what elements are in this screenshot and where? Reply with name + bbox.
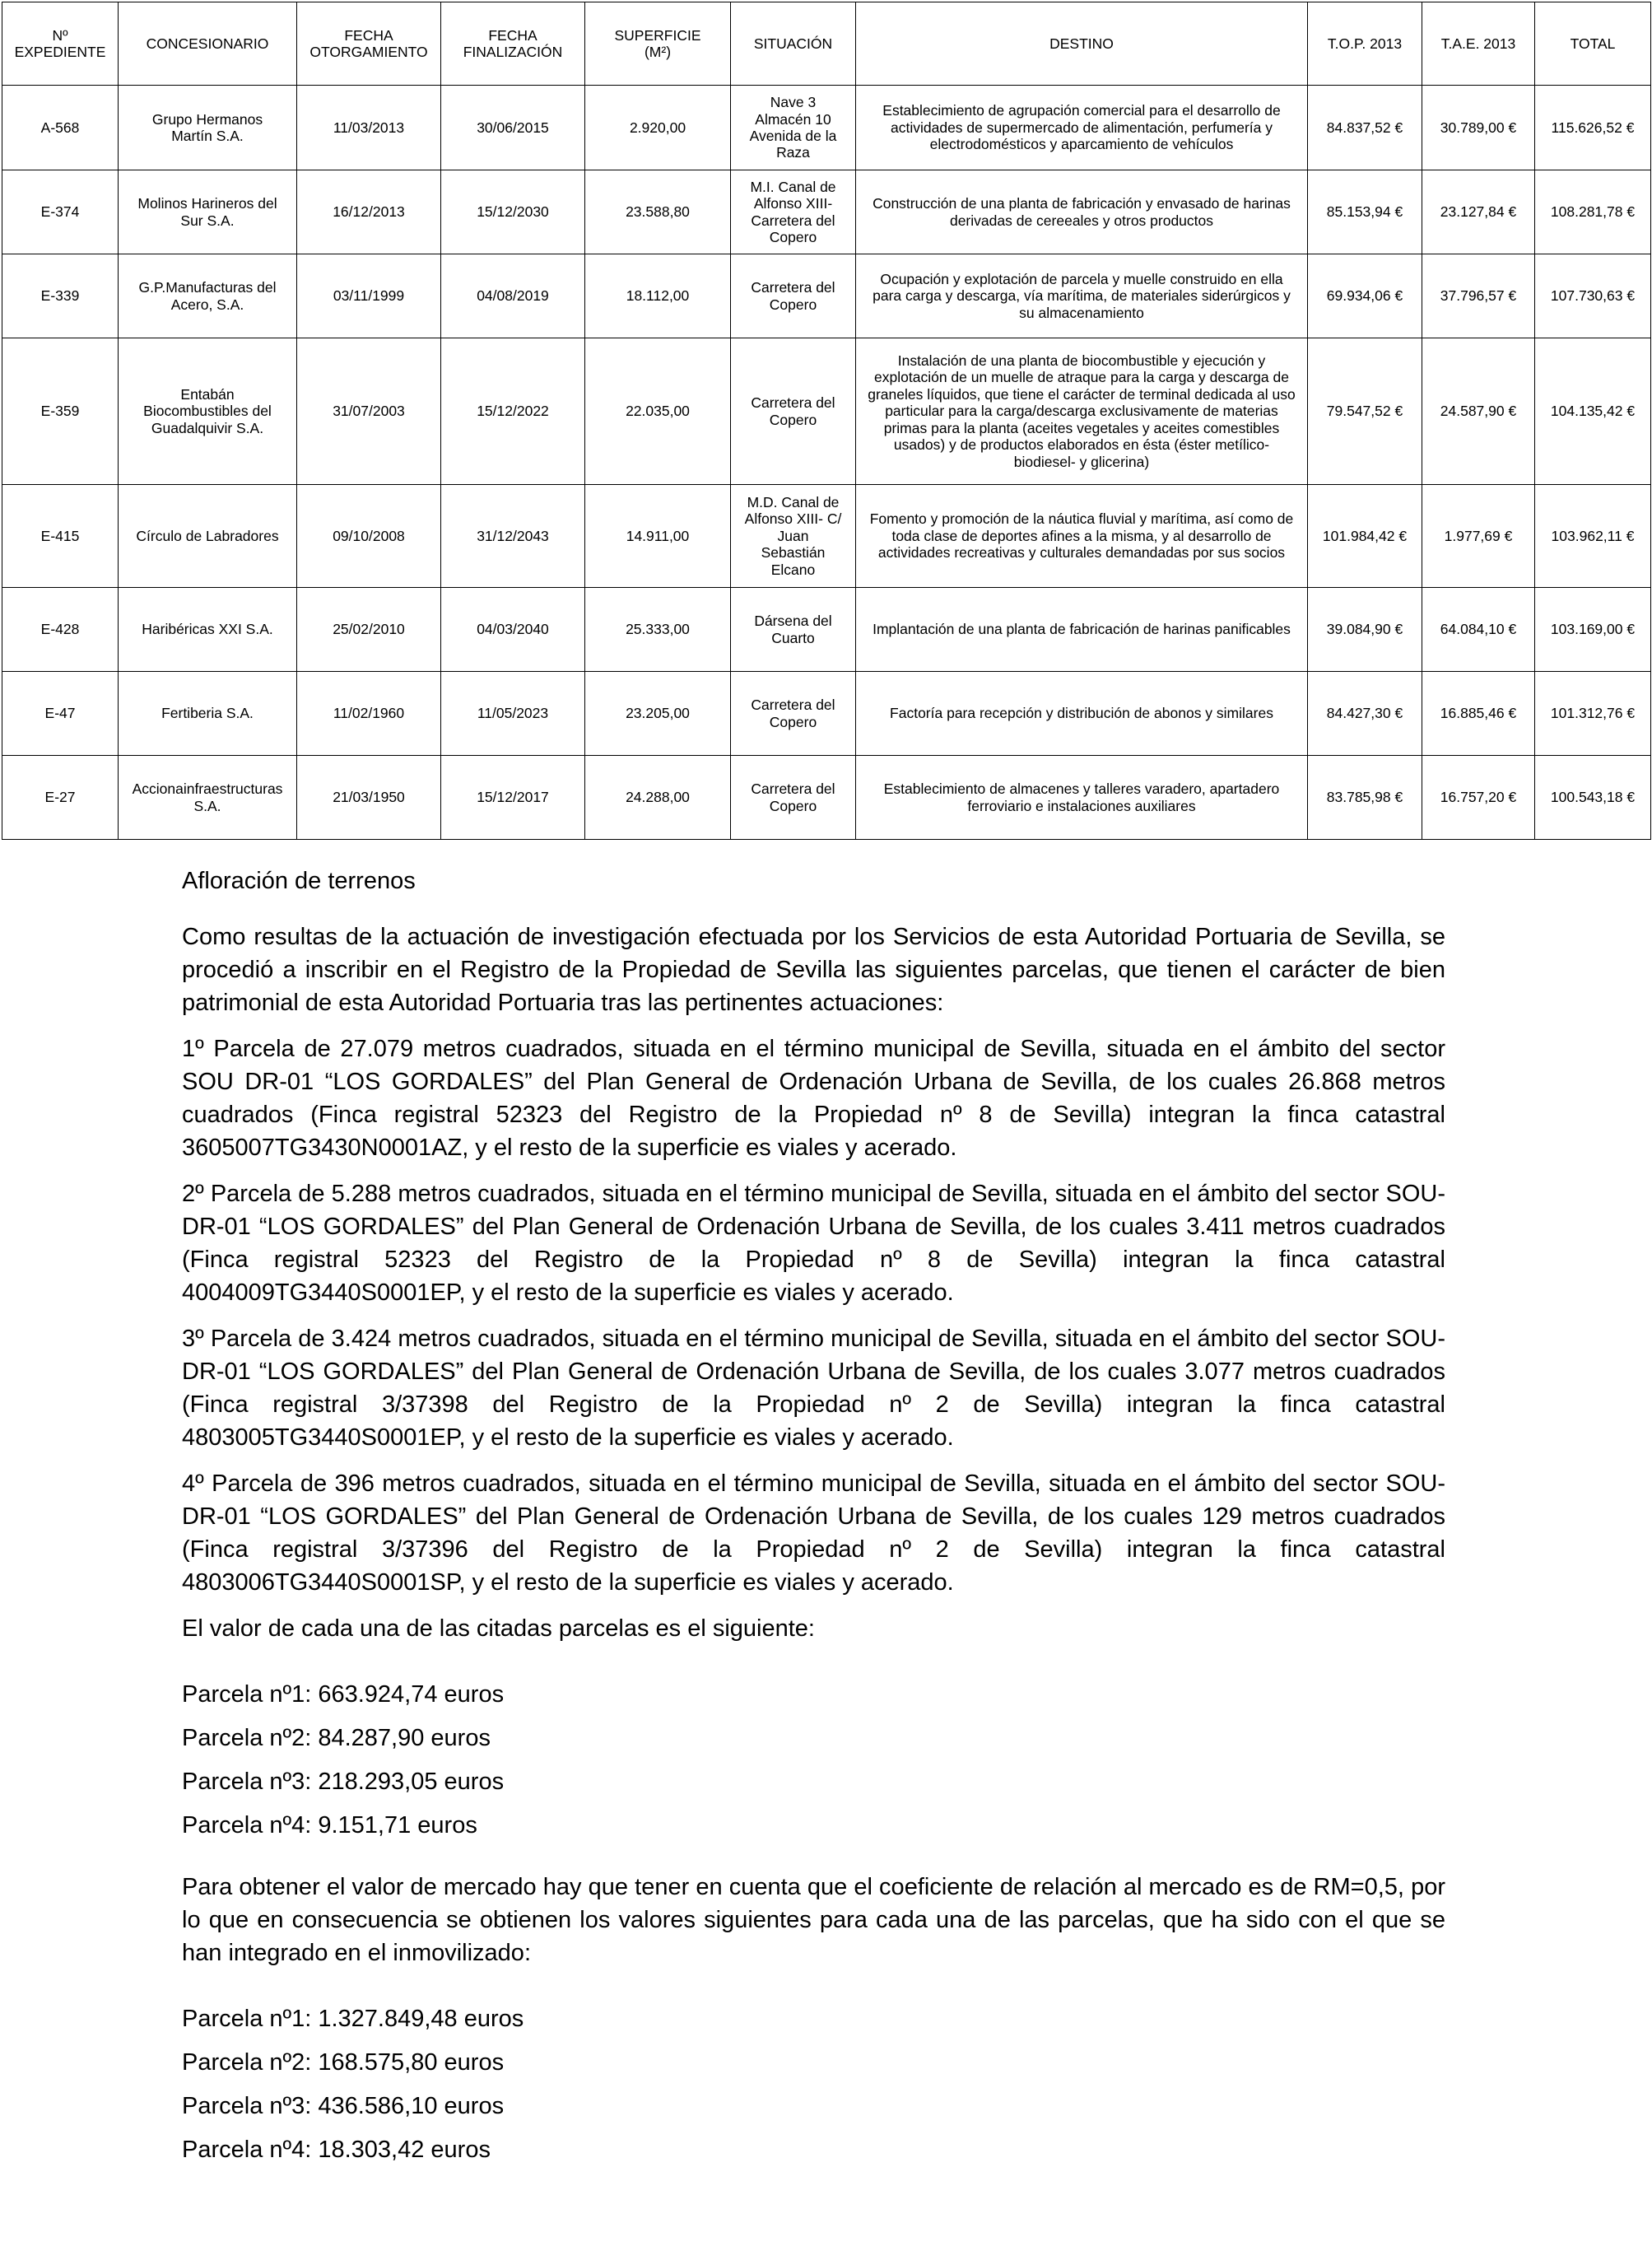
cell-fecha-finalizacion: 04/03/2040: [441, 588, 585, 672]
header-tae: [1422, 2, 1535, 86]
cell-destino: Fomento y promoción de la náutica fluvial y marítima, así como de toda clase de deportes afines a la misma, y al desarrollo de actividades recreativas y culturales demandadas por sus socios: [856, 485, 1308, 588]
cell-fecha-finalizacion: 15/12/2017: [441, 756, 585, 840]
header-total: [1535, 2, 1651, 86]
cell-destino: Construcción de una planta de fabricación y envasado de harinas derivadas de cereeales y otros productos: [856, 170, 1308, 254]
header-destino: [856, 2, 1308, 86]
cell-tae: 64.084,10 €: [1422, 588, 1535, 672]
table-row: [2, 170, 1651, 254]
cell-total: 107.730,63 €: [1535, 254, 1651, 338]
cell-situacion: M.I. Canal de Alfonso XIII- Carretera del Copero: [731, 170, 856, 254]
cell-total: 115.626,52 €: [1535, 86, 1651, 170]
cell-situacion: Carretera del Copero: [731, 756, 856, 840]
market-value-paragraph: Para obtener el valor de mercado hay que tener en cuenta que el coeficiente de relación al mercado es de RM=0,5, por lo que en consecuencia se obtienen los valores siguientes para cada una de las parcelas, que ha sido con el que se han integrado en el inmovilizado:: [182, 1874, 1445, 1966]
cell-fecha-finalizacion: 30/06/2015: [441, 86, 585, 170]
cell-situacion: Nave 3 Almacén 10 Avenida de la Raza: [731, 86, 856, 170]
table-row: [2, 588, 1651, 672]
cell-total: 100.543,18 €: [1535, 756, 1651, 840]
header-fecha-otorgamiento-text: FECHA OTORGAMIENTO: [309, 26, 428, 60]
cell-total: 103.962,11 €: [1535, 485, 1651, 588]
cell-superficie: 23.588,80: [585, 170, 731, 254]
cell-tae: 37.796,57 €: [1422, 254, 1535, 338]
header-situacion-text: SITUACIÓN: [753, 35, 833, 52]
cell-superficie: 22.035,00: [585, 338, 731, 485]
header-top-text: T.O.P. 2013: [1327, 35, 1403, 52]
cell-top: 39.084,90 €: [1308, 588, 1422, 672]
cell-fecha-otorgamiento: 11/03/2013: [297, 86, 441, 170]
cell-expediente: E-415: [2, 485, 119, 588]
cell-tae: 24.587,90 €: [1422, 338, 1535, 485]
cell-destino: Factoría para recepción y distribución de abonos y similares: [856, 672, 1308, 756]
cell-fecha-finalizacion: 15/12/2022: [441, 338, 585, 485]
cell-destino: Instalación de una planta de biocombustible y ejecución y explotación de un muelle de atraque para la carga y descarga de graneles líquidos, que tiene el carácter de terminal dedicada al uso particular para la carga/descarga exclusivamente de materias primas para la planta (aceites vegetales y aceites comestibles usados) y de productos elaborados en ésta (éster metílico-biodiesel- y glicerina): [856, 338, 1308, 485]
parcel-values-list: [182, 1678, 1445, 1853]
document-body: [182, 865, 1445, 2177]
header-top: [1308, 2, 1422, 86]
cell-fecha-otorgamiento: 11/02/1960: [297, 672, 441, 756]
cell-concesionario: Accionainfraestructuras S.A.: [119, 756, 297, 840]
concessions-table-wrapper: [2, 2, 1650, 840]
cell-total: 108.281,78 €: [1535, 170, 1651, 254]
cell-destino: Implantación de una planta de fabricación de harinas panificables: [856, 588, 1308, 672]
table-body: [2, 86, 1651, 840]
cell-top: 84.427,30 €: [1308, 672, 1422, 756]
list-item: Parcela nº4: 9.151,71 euros: [182, 1812, 477, 1839]
intro-paragraph: Como resultas de la actuación de investigación efectuada por los Servicios de esta Autoridad Portuaria de Sevilla, se procedió a inscribir en el Registro de la Propiedad de Sevilla las siguientes parcelas, que tienen el carácter de bien patrimonial de esta Autoridad Portuaria tras las pertinentes actuaciones:: [182, 924, 1445, 1016]
cell-total: 103.169,00 €: [1535, 588, 1651, 672]
cell-top: 84.837,52 €: [1308, 86, 1422, 170]
cell-expediente: E-47: [2, 672, 119, 756]
cell-top: 83.785,98 €: [1308, 756, 1422, 840]
cell-fecha-otorgamiento: 25/02/2010: [297, 588, 441, 672]
header-superficie: [585, 2, 731, 86]
list-item: Parcela nº4: 18.303,42 euros: [182, 2137, 491, 2163]
table-row: [2, 756, 1651, 840]
cell-superficie: 25.333,00: [585, 588, 731, 672]
header-expediente-text: Nº EXPEDIENTE: [14, 26, 106, 60]
section-heading: Afloración de terrenos: [182, 868, 416, 894]
cell-concesionario: Círculo de Labradores: [119, 485, 297, 588]
table-row: [2, 485, 1651, 588]
cell-expediente: E-27: [2, 756, 119, 840]
list-item: Parcela nº1: 663.924,74 euros: [182, 1681, 505, 1708]
cell-top: 101.984,42 €: [1308, 485, 1422, 588]
list-item: Parcela nº3: 218.293,05 euros: [182, 1769, 505, 1795]
cell-concesionario: G.P.Manufacturas del Acero, S.A.: [119, 254, 297, 338]
cell-situacion: M.D. Canal de Alfonso XIII- C/ Juan Sebastián Elcano: [731, 485, 856, 588]
cell-expediente: E-339: [2, 254, 119, 338]
cell-total: 104.135,42 €: [1535, 338, 1651, 485]
market-values-list: [182, 2002, 1445, 2177]
cell-destino: Ocupación y explotación de parcela y muelle construido en ella para carga y descarga, vía marítima, de materiales siderúrgicos y su almacenamiento: [856, 254, 1308, 338]
header-superficie-text: SUPERFICIE (M²): [614, 26, 701, 60]
cell-concesionario: Grupo Hermanos Martín S.A.: [119, 86, 297, 170]
cell-fecha-otorgamiento: 16/12/2013: [297, 170, 441, 254]
cell-situacion: Carretera del Copero: [731, 254, 856, 338]
cell-situacion: Carretera del Copero: [731, 338, 856, 485]
cell-situacion: Dársena del Cuarto: [731, 588, 856, 672]
header-fecha-finalizacion: [441, 2, 585, 86]
parcel-paragraph-3: 3º Parcela de 3.424 metros cuadrados, situada en el término municipal de Sevilla, situada en el ámbito del sector SOU-DR-01 “LOS GORDALES” del Plan General de Ordenación Urbana de Sevilla, de los cuales 3.077 metros cuadrados (Finca registral 3/37398 del Registro de la Propiedad nº 2 de Sevilla) integran la finca catastral 4803005TG3440S0001EP, y el resto de la superficie es viales y acerado.: [182, 1326, 1445, 1451]
table-row: [2, 672, 1651, 756]
cell-tae: 16.885,46 €: [1422, 672, 1535, 756]
cell-total: 101.312,76 €: [1535, 672, 1651, 756]
cell-tae: 16.757,20 €: [1422, 756, 1535, 840]
cell-expediente: E-428: [2, 588, 119, 672]
cell-fecha-finalizacion: 15/12/2030: [441, 170, 585, 254]
cell-fecha-otorgamiento: 09/10/2008: [297, 485, 441, 588]
cell-concesionario: Entabán Biocombustibles del Guadalquivir S.A.: [119, 338, 297, 485]
cell-superficie: 24.288,00: [585, 756, 731, 840]
header-fecha-otorgamiento: [297, 2, 441, 86]
table-header: [2, 2, 1651, 86]
cell-concesionario: Haribéricas XXI S.A.: [119, 588, 297, 672]
header-expediente: [2, 2, 119, 86]
cell-expediente: A-568: [2, 86, 119, 170]
cell-superficie: 14.911,00: [585, 485, 731, 588]
list-item: Parcela nº3: 436.586,10 euros: [182, 2093, 505, 2119]
table-row: [2, 86, 1651, 170]
header-concesionario: [119, 2, 297, 86]
cell-top: 69.934,06 €: [1308, 254, 1422, 338]
cell-destino: Establecimiento de agrupación comercial para el desarrollo de actividades de supermercado de alimentación, perfumería y electrodomésticos y aparcamiento de vehículos: [856, 86, 1308, 170]
header-concesionario-text: CONCESIONARIO: [146, 35, 269, 52]
cell-fecha-otorgamiento: 03/11/1999: [297, 254, 441, 338]
cell-superficie: 2.920,00: [585, 86, 731, 170]
cell-expediente: E-359: [2, 338, 119, 485]
header-total-text: TOTAL: [1570, 35, 1616, 52]
list-item: Parcela nº1: 1.327.849,48 euros: [182, 2006, 524, 2032]
parcel-paragraph-1: 1º Parcela de 27.079 metros cuadrados, situada en el término municipal de Sevilla, situada en el ámbito del sector SOU DR-01 “LOS GORDALES” del Plan General de Ordenación Urbana de Sevilla, de los cuales 26.868 metros cuadrados (Finca registral 52323 del Registro de la Propiedad nº 8 de Sevilla) integran la finca catastral 3605007TG3430N0001AZ, y el resto de la superficie es viales y acerado.: [182, 1036, 1445, 1161]
header-row: [2, 2, 1651, 86]
cell-expediente: E-374: [2, 170, 119, 254]
list-item: Parcela nº2: 168.575,80 euros: [182, 2049, 505, 2076]
cell-fecha-finalizacion: 11/05/2023: [441, 672, 585, 756]
header-fecha-finalizacion-text: FECHA FINALIZACIÓN: [463, 26, 563, 60]
cell-fecha-otorgamiento: 21/03/1950: [297, 756, 441, 840]
header-situacion: [731, 2, 856, 86]
values-lead: El valor de cada una de las citadas parcelas es el siguiente:: [182, 1615, 815, 1642]
cell-concesionario: Molinos Harineros del Sur S.A.: [119, 170, 297, 254]
list-item: Parcela nº2: 84.287,90 euros: [182, 1725, 491, 1751]
cell-tae: 1.977,69 €: [1422, 485, 1535, 588]
header-destino-text: DESTINO: [1049, 35, 1114, 52]
table-row: [2, 254, 1651, 338]
cell-concesionario: Fertiberia S.A.: [119, 672, 297, 756]
cell-destino: Establecimiento de almacenes y talleres varadero, apartadero ferroviario e instalaciones auxiliares: [856, 756, 1308, 840]
cell-fecha-finalizacion: 04/08/2019: [441, 254, 585, 338]
cell-fecha-otorgamiento: 31/07/2003: [297, 338, 441, 485]
cell-tae: 30.789,00 €: [1422, 86, 1535, 170]
table-row: [2, 338, 1651, 485]
cell-top: 79.547,52 €: [1308, 338, 1422, 485]
cell-superficie: 18.112,00: [585, 254, 731, 338]
concessions-table: [2, 2, 1651, 840]
cell-tae: 23.127,84 €: [1422, 170, 1535, 254]
cell-situacion: Carretera del Copero: [731, 672, 856, 756]
parcel-paragraph-2: 2º Parcela de 5.288 metros cuadrados, situada en el término municipal de Sevilla, situada en el ámbito del sector SOU-DR-01 “LOS GORDALES” del Plan General de Ordenación Urbana de Sevilla, de los cuales 3.411 metros cuadrados (Finca registral 52323 del Registro de la Propiedad nº 8 de Sevilla) integran la finca catastral 4004009TG3440S0001EP, y el resto de la superficie es viales y acerado.: [182, 1181, 1445, 1306]
parcel-paragraph-4: 4º Parcela de 396 metros cuadrados, situada en el término municipal de Sevilla, situada en el ámbito del sector SOU-DR-01 “LOS GORDALES” del Plan General de Ordenación Urbana de Sevilla, de los cuales 129 metros cuadrados (Finca registral 3/37396 del Registro de la Propiedad nº 2 de Sevilla) integran la finca catastral 4803006TG3440S0001SP, y el resto de la superficie es viales y acerado.: [182, 1470, 1445, 1596]
cell-top: 85.153,94 €: [1308, 170, 1422, 254]
cell-fecha-finalizacion: 31/12/2043: [441, 485, 585, 588]
cell-superficie: 23.205,00: [585, 672, 731, 756]
header-tae-text: T.A.E. 2013: [1440, 35, 1516, 52]
